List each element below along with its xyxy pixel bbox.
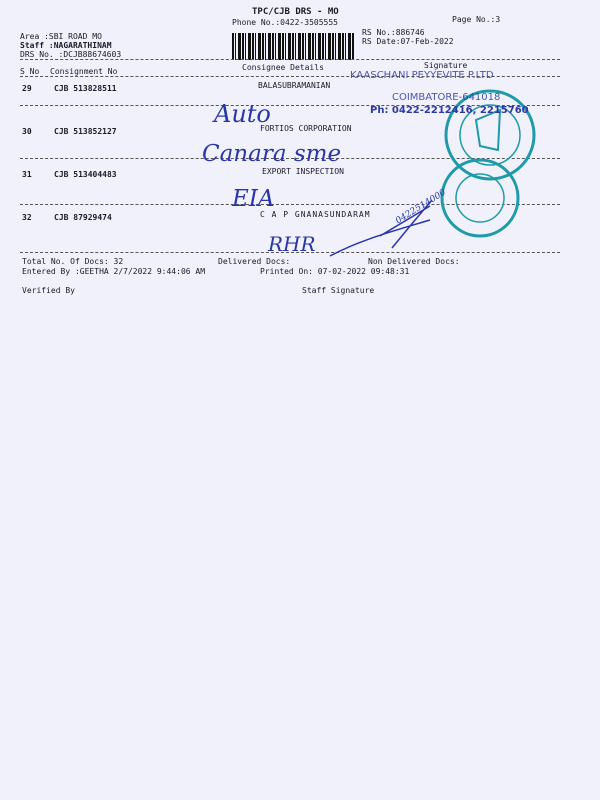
handwritten-note: EIA bbox=[232, 186, 275, 212]
row-consignee: C A P GNANASUNDARAM bbox=[260, 210, 371, 219]
stamp-phone: Ph: 0422-2212416, 2215760 bbox=[370, 105, 529, 116]
staff-label: Staff :NAGARATHINAM bbox=[20, 41, 112, 50]
col-consignment: Consignment No bbox=[50, 67, 118, 76]
drs-number: DRS No. :DCJB88674603 bbox=[20, 50, 122, 59]
printed-on: Printed On: 07-02-2022 09:48:31 bbox=[260, 267, 410, 276]
second-seal-icon bbox=[442, 160, 518, 236]
row-consignment: CJB 87929474 bbox=[54, 213, 112, 222]
phone-number: Phone No.:0422-3505555 bbox=[232, 18, 338, 27]
row-sno: 32 bbox=[22, 213, 32, 222]
second-seal-inner-ring bbox=[456, 174, 504, 222]
verified-by: Verified By bbox=[22, 286, 75, 295]
seal-logo-icon bbox=[476, 110, 500, 150]
stamp-company-name: KAASCHANI PEYYEVITE P.LTD bbox=[350, 70, 494, 81]
page-number: Page No.:3 bbox=[452, 15, 501, 24]
col-consignee: Consignee Details bbox=[242, 63, 324, 72]
row-sno: 29 bbox=[22, 84, 32, 93]
row-consignee: FORTIOS CORPORATION bbox=[260, 124, 352, 133]
row-consignment: CJB 513404483 bbox=[54, 170, 117, 179]
handwritten-note: Canara sme bbox=[202, 141, 342, 167]
row-consignee: BALASUBRAMANIAN bbox=[258, 81, 331, 90]
stamp-city: COIMBATORE-641018 bbox=[392, 92, 501, 103]
area-label: Area :SBI ROAD MO bbox=[20, 32, 102, 41]
handwritten-note: RHR bbox=[268, 232, 316, 256]
signature-scrawl-text: 0422514000 bbox=[394, 187, 448, 227]
staff-signature: Staff Signature bbox=[302, 286, 375, 295]
col-sno: S No bbox=[20, 67, 40, 76]
col-signature: Signature bbox=[424, 61, 468, 70]
total-docs: Total No. Of Docs: 32 bbox=[22, 257, 124, 266]
handwritten-note: Auto bbox=[214, 100, 271, 128]
rs-number: RS No.:886746 bbox=[362, 28, 425, 37]
row-consignment: CJB 513828511 bbox=[54, 84, 117, 93]
row-consignment: CJB 513852127 bbox=[54, 127, 117, 136]
row-consignee: EXPORT INSPECTION bbox=[262, 167, 344, 176]
entered-by: Entered By :GEETHA 2/7/2022 9:44:06 AM bbox=[22, 267, 206, 276]
delivered-docs: Delivered Docs: bbox=[218, 257, 291, 266]
rs-date: RS Date:07-Feb-2022 bbox=[362, 37, 454, 46]
row-sno: 30 bbox=[22, 127, 32, 136]
document-title: TPC/CJB DRS - MO bbox=[252, 7, 339, 17]
non-delivered-docs: Non Delivered Docs: bbox=[368, 257, 460, 266]
row-sno: 31 bbox=[22, 170, 32, 179]
